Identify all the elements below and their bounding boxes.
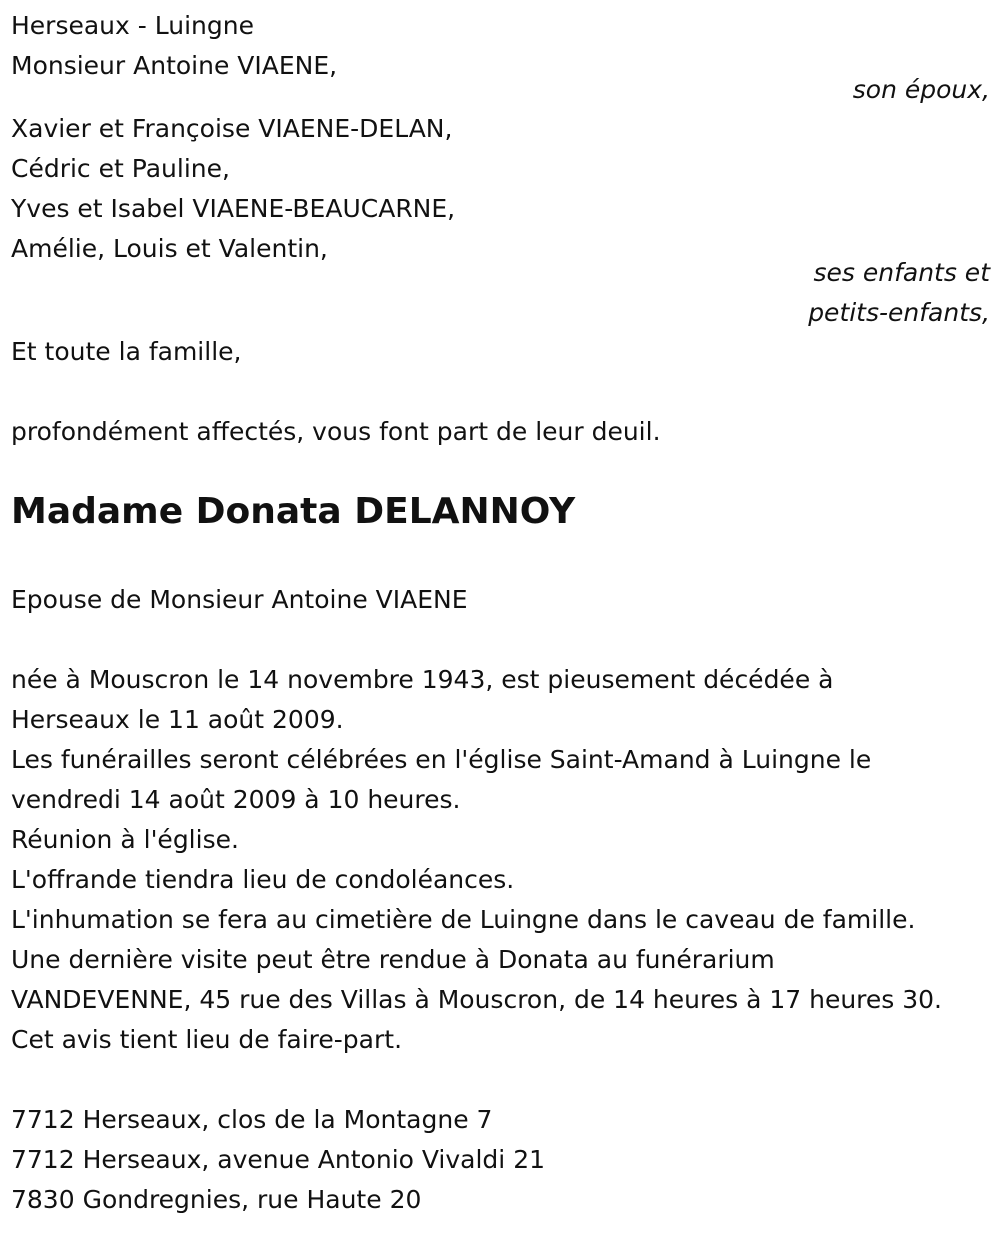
location-text: Herseaux - Luingne [11, 11, 254, 40]
detail-line: Les funérailles seront célébrées en l'église Saint-Amand à Luingne le [11, 745, 872, 774]
detail-line: Une dernière visite peut être rendue à Donata au funérarium [11, 945, 775, 974]
spouse-of-section [11, 580, 990, 620]
children-role-section [11, 253, 990, 333]
address-line: 7712 Herseaux, clos de la Montagne 7 [11, 1105, 493, 1134]
family-section [11, 332, 990, 372]
children-line: Cédric et Pauline, [11, 154, 230, 183]
children-line: Amélie, Louis et Valentin, [11, 234, 328, 263]
announcement-text: profondément affectés, vous font part de leur deuil. [11, 417, 661, 446]
detail-line: Réunion à l'église. [11, 825, 239, 854]
spouse-role-section [11, 70, 990, 110]
detail-line: née à Mouscron le 14 novembre 1943, est pieusement décédée à [11, 665, 834, 694]
children-role-line: petits-enfants, [808, 298, 990, 327]
detail-line: VANDEVENNE, 45 rue des Villas à Mouscron, de 14 heures à 17 heures 30. [11, 985, 943, 1014]
detail-line: Herseaux le 11 août 2009. [11, 705, 344, 734]
deceased-name: Madame Donata DELANNOY [11, 491, 576, 532]
children-line: Xavier et Françoise VIAENE-DELAN, [11, 114, 453, 143]
spouse-role: son époux, [852, 75, 990, 104]
deceased-section [11, 492, 990, 535]
detail-line: Cet avis tient lieu de faire-part. [11, 1025, 403, 1054]
family-text: Et toute la famille, [11, 337, 242, 366]
addresses-section [11, 1100, 990, 1220]
detail-line: L'inhumation se fera au cimetière de Luingne dans le caveau de famille. [11, 905, 916, 934]
spouse-of-text: Epouse de Monsieur Antoine VIAENE [11, 585, 468, 614]
children-section [11, 109, 990, 269]
details-section [11, 660, 990, 1060]
children-line: Yves et Isabel VIAENE-BEAUCARNE, [11, 194, 456, 223]
address-line: 7830 Gondregnies, rue Haute 20 [11, 1185, 422, 1214]
children-role-line: ses enfants et [813, 258, 990, 287]
announcement-section [11, 412, 990, 452]
address-line: 7712 Herseaux, avenue Antonio Vivaldi 21 [11, 1145, 546, 1174]
spouse-name: Monsieur Antoine VIAENE, [11, 51, 338, 80]
detail-line: L'offrande tiendra lieu de condoléances. [11, 865, 515, 894]
detail-line: vendredi 14 août 2009 à 10 heures. [11, 785, 461, 814]
